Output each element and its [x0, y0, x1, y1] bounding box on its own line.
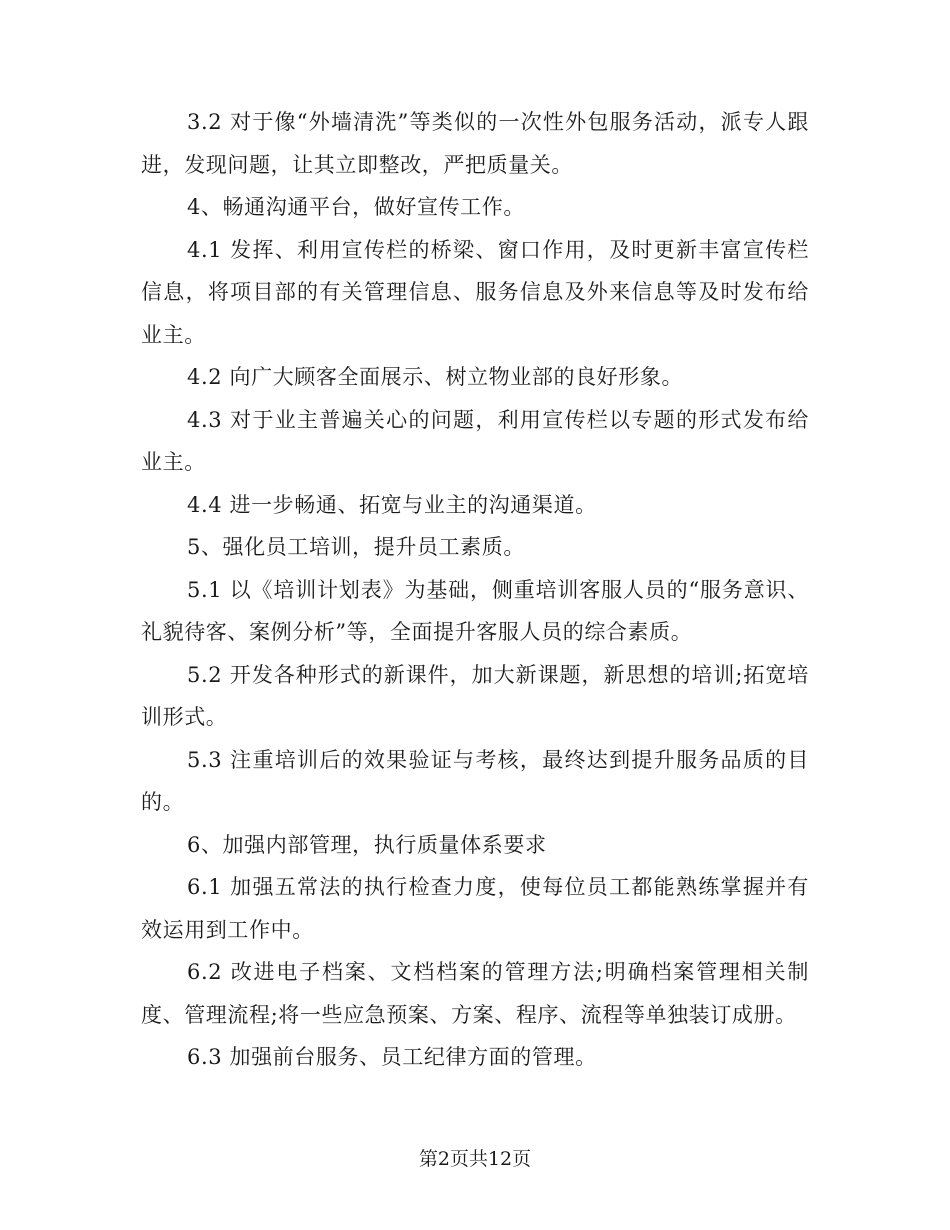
heading-6: 6、加强内部管理，执行质量体系要求: [187, 832, 547, 857]
paragraph-4-3: 4.3 对于业主普遍关心的问题，利用宣传栏以专题的形式发布给业主。: [141, 407, 809, 474]
heading-5: 5、强化员工培训，提升员工素质。: [187, 535, 525, 559]
paragraph-6-3: 6.3 加强前台服务、员工纪律方面的管理。: [187, 1045, 597, 1069]
paragraph-3-2: 3.2 对于像“外墙清洗”等类似的一次性外包服务活动，派专人跟进，发现问题，让其立即整改，严把质量关。: [141, 110, 809, 177]
paragraph-4-2: 4.2 向广大顾客全面展示、树立物业部的良好形象。: [187, 365, 684, 389]
paragraph-5-2: 5.2 开发各种形式的新课件，加大新课题，新思想的培训;拓宽培训形式。: [141, 662, 809, 729]
paragraph-4-4: 4.4 进一步畅通、拓宽与业主的沟通渠道。: [187, 492, 597, 517]
paragraph-4-1: 4.1 发挥、利用宣传栏的桥梁、窗口作用，及时更新丰富宣传栏信息，将项目部的有关管理信息、服务信息及外来信息等及时发布给业主。: [141, 237, 809, 347]
heading-4: 4、畅通沟通平台，做好宣传工作。: [187, 195, 525, 219]
paragraph-5-3: 5.3 注重培训后的效果验证与考核，最终达到提升服务品质的目的。: [141, 747, 809, 814]
document-body: [141, 101, 809, 1079]
page-number-footer: 第2页共12页: [418, 1148, 532, 1170]
paragraph-6-1: 6.1 加强五常法的执行检查力度，使每位员工都能熟练掌握并有效运用到工作中。: [141, 875, 809, 942]
paragraph-5-1: 5.1 以《培训计划表》为基础，侧重培训客服人员的“服务意识、礼貌待客、案例分析”等，全面提升客服人员的综合素质。: [141, 577, 809, 644]
paragraph-6-2: 6.2 改进电子档案、文档档案的管理方法;明确档案管理相关制度、管理流程;将一些应急预案、方案、程序、流程等单独装订成册。: [141, 960, 809, 1027]
